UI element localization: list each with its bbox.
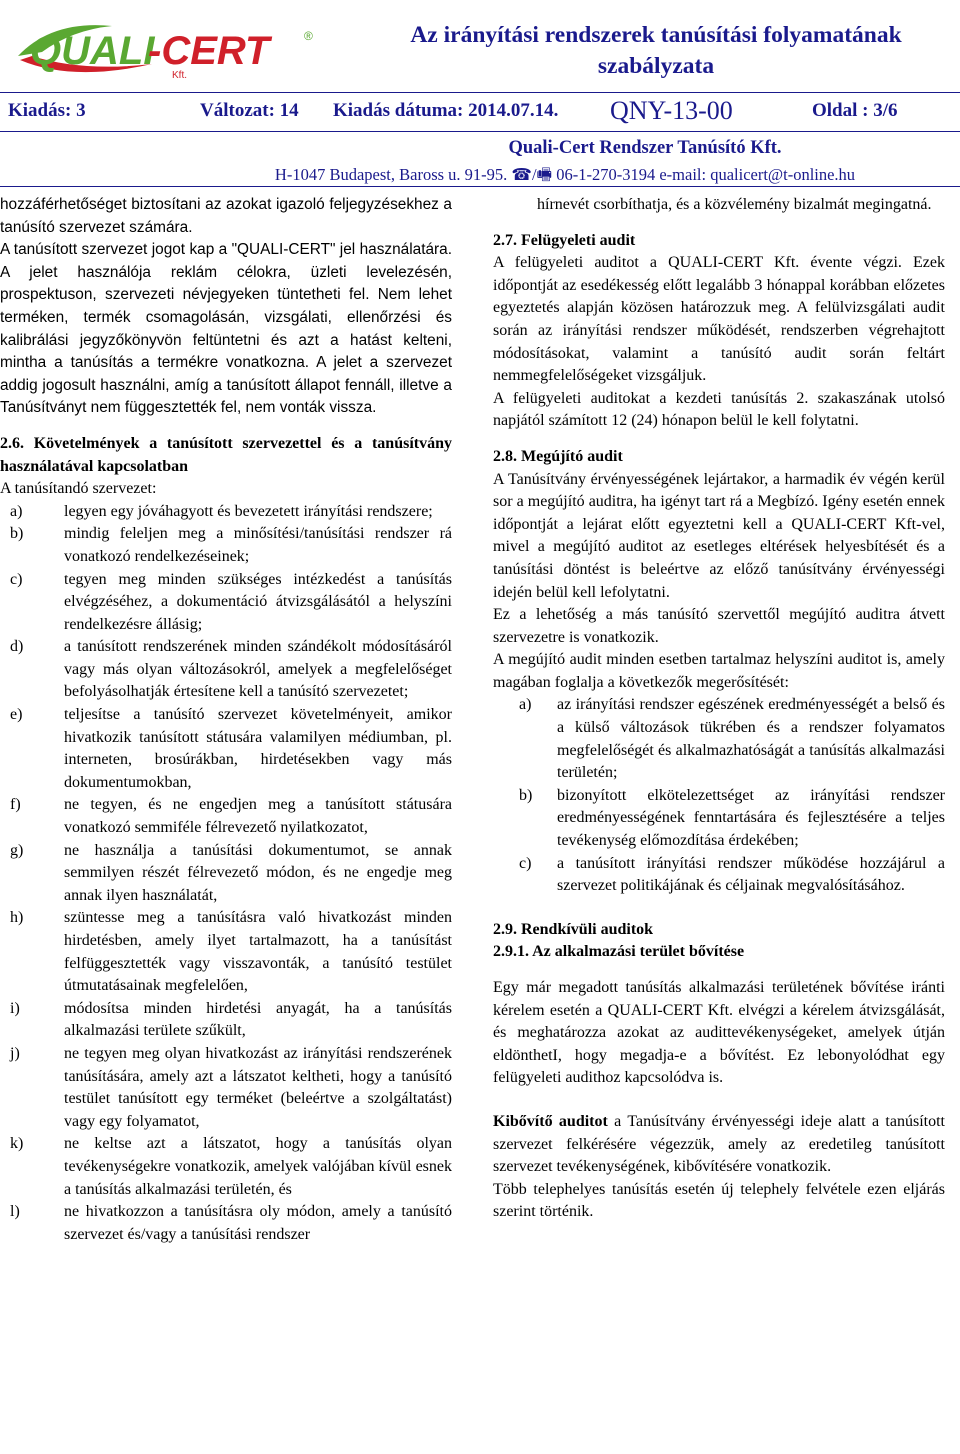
list-item-text: ne tegyen, és ne engedjen meg a tanúsított státusára vonatkozó semmiféle félrevezető nyilatkozatot,	[64, 796, 452, 837]
list-item	[0, 907, 452, 997]
list-item	[493, 853, 945, 898]
right-column	[493, 194, 945, 1224]
paragraph: A Tanúsítvány érvényességének lejártakor, a harmadik év végén kerül sor a megújító auditra, ha igényt tart rá a Megbízó. Igény esetén ennek időpontját a lejárat előtt egyeztetni kell a QUALI-CERT Kft-vel, mivel a megújító auditot az esetleges eltérések helyesbítését és a tanúsítási döntést is beleértve az előző tanúsítvány érvényességi idején belül kell lefolytatni.	[493, 470, 945, 601]
section-heading-2-7: 2.7. Felügyeleti audit	[493, 231, 636, 249]
list-item-label: b)	[10, 525, 24, 543]
svg-text:QUALI: QUALI	[30, 29, 155, 73]
paragraph: A felügyeleti auditot a QUALI-CERT Kft. évente végzi. Ezek időpontját az esedékesség előtt legalább 3 hónappal korábban előzetes egyeztetés alapján közösen határozzuk meg. A felülvizsgálati audit során az irányítási rendszer működését, rendszerben végrehajtott módosításokat, valamint a tanúsító audit során feltárt nemmegfelelőségeket vizsgáljuk.	[493, 254, 945, 385]
requirements-list	[0, 501, 452, 1247]
company-address: H-1047 Budapest, Baross u. 91-95. ☎/🖷 06-1-270-3194 e-mail: qualicert@t-online.hu	[274, 165, 856, 184]
list-item-label: i)	[10, 999, 20, 1017]
list-item	[0, 840, 452, 908]
list-item	[0, 1133, 452, 1201]
header-rule-bottom	[0, 186, 960, 187]
svg-text:-CERT: -CERT	[148, 29, 270, 73]
paragraph: A tanúsított szervezet jogot kap a "QUALI-CERT" jel használatára. A jelet használója reklám célokra, üzleti levelezésén, prospektuson, szervezeti névjegyeken tüntetheti fel. Nem lehet terméken, termék csomagolásán, vizsgálati, ellenőrzési és kalibrálási jegyzőkönyvön feltüntetni és azt a hatást kelteni, mintha a tanúsítás a termékre vonatkozna. A jelet a szervezet addig jogosult használni, amíg a tanúsított állapot fennáll, illetve a Tanúsítványt nem függesztették fel, nem vonták vissza.	[0, 241, 452, 417]
bold-term: Kibővítő auditot	[493, 1112, 608, 1130]
svg-text:Kft.: Kft.	[172, 70, 188, 80]
document-code: QNY-13-00	[610, 96, 733, 125]
edition-date: Kiadás dátuma: 2014.07.14.	[333, 100, 559, 121]
document-title: Az irányítási rendszerek tanúsítási folyamatának szabályzata	[410, 22, 902, 79]
list-item-label: j)	[10, 1044, 20, 1062]
list-item-label: e)	[10, 706, 23, 724]
section-heading-2-8: 2.8. Megújító audit	[493, 447, 623, 465]
list-item-text: legyen egy jóváhagyott és bevezetett irányítási rendszere;	[64, 502, 433, 520]
paragraph: A felügyeleti auditokat a kezdeti tanúsítás 2. szakaszának utolsó napjától számított 12 (24) hónapon belül le kell folytatni.	[493, 389, 945, 430]
list-item-label: a)	[10, 502, 23, 520]
list-item	[0, 794, 452, 839]
list-item-label: d)	[10, 638, 24, 656]
list-item-label: b)	[519, 786, 533, 804]
list-item-label: k)	[10, 1135, 24, 1153]
list-item-label: g)	[10, 841, 24, 859]
list-item-text: ne használja a tanúsítási dokumentumot, se annak semmilyen részét félrevezető módon, és ne engedje meg annak ilyen használatát,	[64, 841, 452, 904]
svg-text:®: ®	[304, 29, 313, 43]
list-item-label: a)	[519, 696, 532, 714]
list-item-text: ne tegyen meg olyan hivatkozást az irányítási rendszerének tanúsítására, amely azt a látszatot keltheti, hogy a tanúsító testület tanúsított egy terméket (beleértve a szolgáltatást) vagy egy folyamatot,	[64, 1044, 452, 1130]
list-item-text: az irányítási rendszer egészének eredményességét a belső és a külső változások tükrében és a rendszer folyamatos megfelelőségét és alkalmazhatóságát a tanúsítás alkalmazási területén;	[557, 696, 945, 782]
paragraph: hozzáférhetőséget biztosítani az azokat igazoló feljegyzésekhez a tanúsító szervezet számára.	[0, 196, 452, 236]
list-item-label: f)	[10, 796, 21, 814]
list-item-text: ne hivatkozzon a tanúsításra oly módon, amely a tanúsító szervezet és/vagy a tanúsítási rendszer	[64, 1203, 452, 1243]
list-item-label: l)	[10, 1203, 20, 1221]
list-item-text: szüntesse meg a tanúsításra való hivatkozást minden hirdetésben, amely ilyet tartalmazott, ha a tanúsítást felfüggesztették vagy visszavonták, a tanúsító testület útmutatásainak megfelelően,	[64, 909, 452, 995]
paragraph	[493, 1111, 945, 1179]
header-rule-top	[0, 92, 960, 93]
list-item	[0, 501, 452, 524]
list-item-text: tegyen meg minden szükséges intézkedést a tanúsítás elvégzéséhez, a dokumentáció átvizsgálásától a helyszíni rendelkezésre állásig;	[64, 570, 452, 633]
section-heading-2-9: 2.9. Rendkívüli auditok	[493, 920, 654, 938]
list-item-text: a tanúsított rendszerének minden szándékolt módosításáról vagy más olyan változásokról, amelyek a megfelelőséget befolyásolhatják értesítene kell a tanúsító szervezetet;	[64, 638, 452, 701]
company-name: Quali-Cert Rendszer Tanúsító Kft.	[508, 138, 782, 158]
header-meta-row	[0, 96, 960, 130]
list-item	[0, 998, 452, 1043]
section-heading-2-9-1: 2.9.1. Az alkalmazási terület bővítése	[493, 943, 745, 961]
paragraph: Ez a lehetőség a más tanúsító szervettől megújító auditra átvett szervezetre is vonatkozik.	[493, 606, 945, 646]
list-item-text: bizonyított elkötelezettséget az irányítási rendszer eredményességének fenntartására és fejlesztésére a teljes tevékenység előmozdítása érdekében;	[557, 786, 945, 850]
paragraph: Egy már megadott tanúsítás alkalmazási területének bővítése iránti kérelem esetén a QUALI-CERT Kft. elvégzi a kérelem átvizsgálását, és meghatározza azokat az audittevékenységeket, amelyek útján eldönthetI, hogy megadja-e a bővítést. Ez lebonyolódhat egy felügyeleti audithoz kapcsolódva is.	[493, 979, 945, 1087]
paragraph: Több telephelyes tanúsítás esetén új telephely felvétele ezen eljárás szerint történik.	[493, 1180, 945, 1221]
list-item-text: ne keltse azt a látszatot, hogy a tanúsítás olyan tevékenységekre vonatkozik, amelyek valójában kívül esnek a tanúsítás alkalmazási területén, és	[64, 1135, 452, 1198]
header-rule-mid	[0, 131, 960, 132]
list-item	[493, 694, 945, 784]
paragraph-rest: a Tanúsítvány érvényességi ideje alatt a tanúsított szervezet felkérésére végezzük, amely az eredetileg tanúsított szervezet tevékenységének, kibővítésére vonatkozik.	[493, 1112, 945, 1176]
list-item	[0, 704, 452, 794]
list-item	[0, 1201, 452, 1246]
list-item-label: h)	[10, 909, 24, 927]
paragraph: hírnevét csorbíthatja, és a közvélemény bizalmát megingatná.	[537, 196, 932, 213]
version: Változat: 14	[200, 100, 299, 121]
page-number: Oldal : 3/6	[812, 100, 898, 121]
list-item-text: teljesítse a tanúsító szervezet követelményeit, amikor hivatkozik tanúsított státusára valamilyen médiumban, pl. interneten, brosúrákban, hirdetésekben vagy más dokumentumokban,	[64, 706, 452, 791]
quali-cert-logo	[12, 12, 330, 80]
left-column	[0, 194, 452, 1246]
list-item-label: c)	[519, 854, 532, 872]
list-item-text: a tanúsított irányítási rendszer működése hozzájárul a szervezet politikájának és céljainak megvalósításához.	[557, 854, 945, 895]
paragraph: A megújító audit minden esetben tartalmaz helyszíni auditot is, amely magában foglalja a következők megerősítését:	[493, 651, 945, 691]
list-item	[493, 785, 945, 853]
list-item	[0, 1043, 452, 1133]
list-item-text: módosítsa minden hirdetési anyagát, ha a tanúsítás alkalmazási területe szűkült,	[64, 999, 452, 1040]
list-item	[0, 636, 452, 704]
list-item-text: mindig feleljen meg a minősítési/tanúsítási rendszer rá vonatkozó rendelkezéseinek;	[64, 525, 452, 565]
section-heading-2-6: 2.6. Követelmények a tanúsított szervezettel és a tanúsítvány használatával kapcsolatban	[0, 434, 452, 475]
paragraph: A tanúsítandó szervezet:	[0, 480, 157, 498]
list-item	[0, 523, 452, 568]
list-item	[0, 569, 452, 637]
edition: Kiadás: 3	[8, 100, 86, 121]
list-item-label: c)	[10, 570, 23, 588]
page-header	[0, 0, 960, 190]
confirmation-list	[493, 694, 945, 897]
